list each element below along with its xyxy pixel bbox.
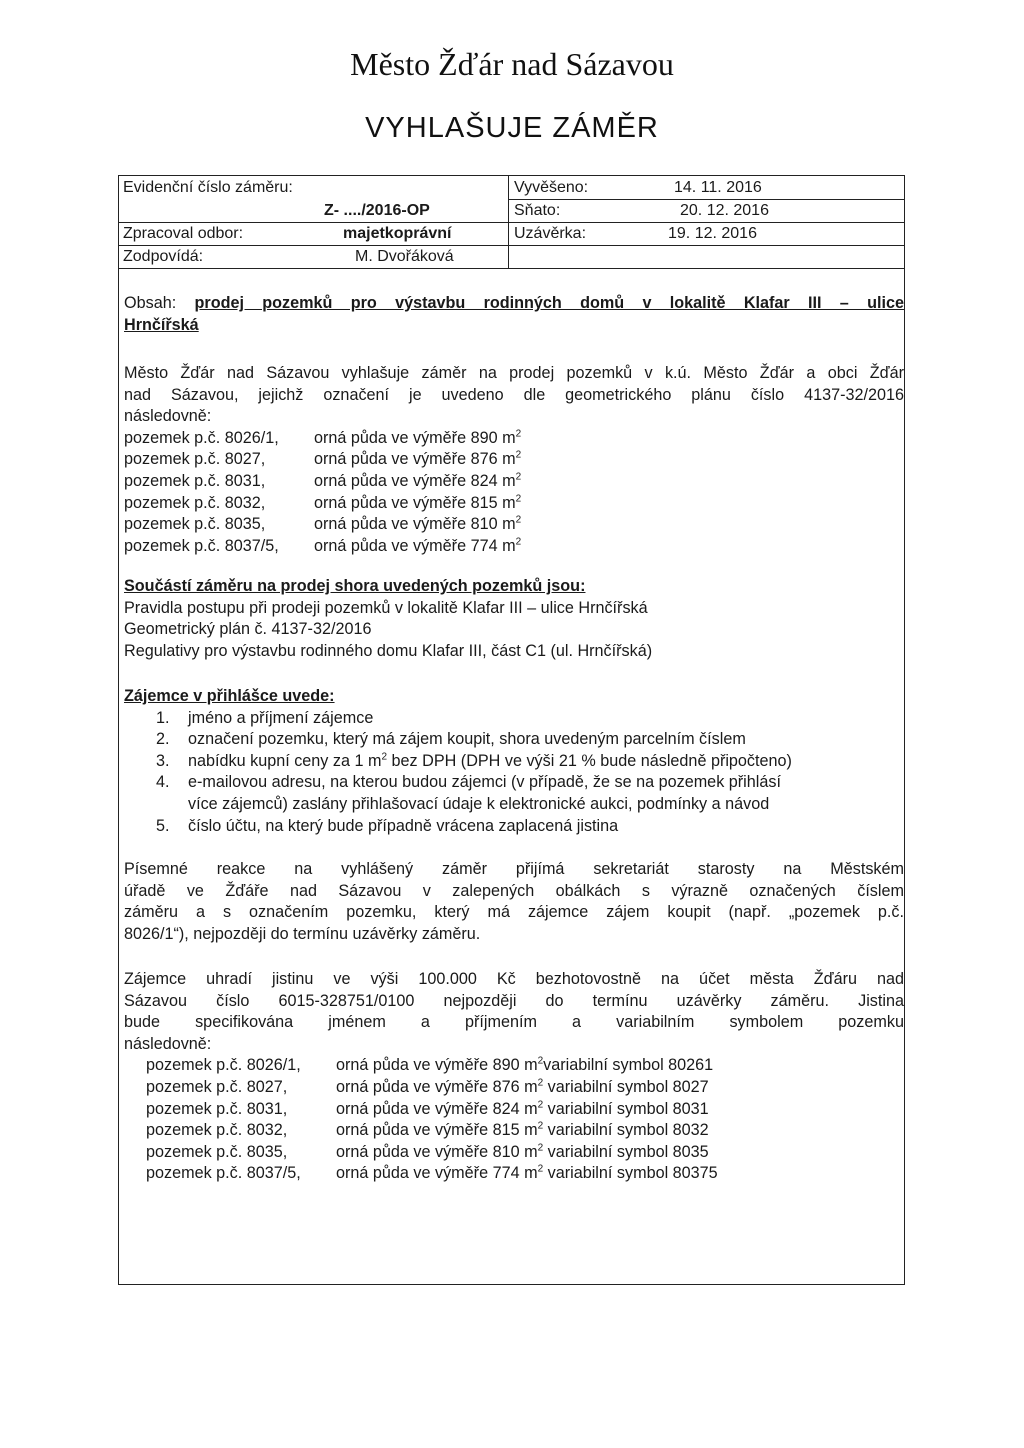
parcel-area: orná půda ve výměře 815 m [336, 1121, 538, 1140]
parcel-row [124, 449, 904, 471]
requirement-number: 5. [156, 816, 170, 835]
written-line: úřadě ve Žďáře nad Sázavou v zalepených obálkách s výrazně označených číslem [124, 881, 904, 900]
parcel-id: pozemek p.č. 8037/5, [146, 1164, 301, 1183]
responsible-label: Zodpovídá: [123, 248, 204, 265]
area-unit-exponent: 2 [537, 1142, 544, 1154]
area-unit-exponent: 2 [537, 1163, 544, 1175]
attachments-heading: Součástí záměru na prodej shora uvedených pozemků jsou: [124, 577, 586, 595]
intro-line: nad Sázavou, jejichž označení je uvedeno dle geometrického plánu číslo 4137-32/2016 [124, 385, 904, 404]
requirement-number: 2. [156, 730, 170, 749]
written-line: záměru a s označením pozemku, který má zájemce zájem koupit (např. „pozemek p.č. [124, 903, 904, 922]
requirement-item [124, 772, 904, 815]
parcel-area: orná půda ve výměře 774 m [314, 536, 516, 555]
deposit-parcel-row [146, 1055, 904, 1077]
parcel-row [124, 428, 904, 450]
parcel-area: orná půda ve výměře 890 m [336, 1056, 538, 1075]
requirement-text [188, 751, 904, 773]
variable-symbol: variabilní symbol 80375 [543, 1164, 718, 1183]
parcel-row [124, 514, 904, 536]
evidence-label: Evidenční číslo záměru: [123, 179, 293, 196]
parcel-area: orná půda ve výměře 774 m [336, 1164, 538, 1183]
deposit-parcel-row [146, 1120, 904, 1142]
variable-symbol: variabilní symbol 8031 [543, 1099, 709, 1118]
area-unit-exponent: 2 [515, 449, 522, 461]
applicant-requirements-list [124, 708, 904, 838]
parcel-id: pozemek p.č. 8027, [146, 1077, 288, 1096]
deposit-parcel-list [124, 1055, 904, 1185]
parcel-row [124, 471, 904, 493]
parcel-area: orná půda ve výměře 876 m [336, 1077, 538, 1096]
document-title: VYHLAŠUJE ZÁMĚR [365, 112, 659, 144]
header-row-divider [508, 199, 904, 200]
parcel-area: orná půda ve výměře 810 m [336, 1142, 538, 1161]
parcel-row [124, 536, 904, 558]
area-unit-exponent: 2 [515, 428, 522, 440]
area-unit-exponent: 2 [515, 493, 522, 505]
variable-symbol: variabilní symbol 8027 [543, 1077, 709, 1096]
department-label: Zpracoval odbor: [123, 225, 244, 242]
written-line: 8026/1“), nejpozději do termínu uzávěrky záměru. [124, 924, 481, 943]
deposit-section [124, 969, 904, 1185]
area-unit-exponent: 2 [537, 1055, 544, 1067]
posted-label: Vyvěšeno: [514, 179, 589, 196]
intro-section [124, 363, 904, 557]
area-unit-exponent: 2 [537, 1120, 544, 1132]
evidence-value: Z- ..../2016-OP [324, 202, 430, 219]
intro-parcel-list [124, 428, 904, 558]
parcel-row [124, 493, 904, 515]
parcel-id: pozemek p.č. 8031, [124, 471, 266, 490]
requirement-text: více zájemců) zaslány přihlašovací údaje k elektronické aukci, podmínky a návod [188, 794, 770, 813]
requirement-text-part: nabídku kupní ceny za 1 m [188, 751, 382, 770]
requirement-number: 4. [156, 773, 170, 792]
parcel-id: pozemek p.č. 8037/5, [124, 536, 279, 555]
applicant-section [124, 686, 904, 837]
written-line: Písemné reakce na vyhlášený záměr přijímá sekretariát starosty na Městském [124, 860, 904, 878]
department-value: majetkoprávní [343, 225, 452, 242]
requirement-item [124, 751, 904, 773]
requirement-text: číslo účtu, na který bude případně vrácena zaplacená jistina [188, 816, 619, 835]
requirement-number: 3. [156, 751, 170, 770]
attachments-section [124, 576, 904, 662]
parcel-id: pozemek p.č. 8027, [124, 450, 266, 469]
subject-text-continued: Hrnčířská [124, 315, 199, 334]
parcel-id: pozemek p.č. 8026/1, [124, 428, 279, 447]
posted-value: 14. 11. 2016 [674, 179, 762, 196]
deadline-label: Uzávěrka: [514, 225, 587, 242]
variable-symbol: variabilní symbol 8035 [543, 1142, 709, 1161]
parcel-id: pozemek p.č. 8031, [146, 1099, 288, 1118]
header-row-divider [119, 268, 904, 269]
deposit-parcel-row [146, 1163, 904, 1185]
removed-label: Sňato: [514, 202, 561, 219]
attachment-item: Regulativy pro výstavbu rodinného domu Klafar III, část C1 (ul. Hrnčířská) [124, 641, 653, 660]
requirement-text: e-mailovou adresu, na kterou budou zájemci (v případě, že se na pozemek přihlásí [188, 773, 781, 792]
attachment-item: Pravidla postupu při prodeji pozemků v lokalitě Klafar III – ulice Hrnčířská [124, 598, 648, 617]
subject-label: Obsah: [124, 294, 177, 312]
responsible-value: M. Dvořáková [355, 248, 454, 265]
requirement-text: jméno a příjmení zájemce [188, 708, 374, 727]
area-unit-exponent: 2 [515, 514, 522, 526]
deposit-line: Zájemce uhradí jistinu ve výši 100.000 Kč bezhotovostně na účet města Žďáru nad [124, 970, 904, 988]
deposit-parcel-row [146, 1077, 904, 1099]
area-unit-exponent: 2 [537, 1099, 544, 1111]
parcel-id: pozemek p.č. 8035, [124, 515, 266, 534]
requirement-item [124, 708, 904, 730]
requirement-item [124, 729, 904, 751]
parcel-area: orná půda ve výměře 810 m [314, 515, 516, 534]
parcel-id: pozemek p.č. 8026/1, [146, 1056, 301, 1075]
requirement-text: označení pozemku, který má zájem koupit, shora uvedeným parcelním číslem [188, 730, 746, 749]
written-reactions-section [124, 859, 904, 945]
intro-line: Město Žďár nad Sázavou vyhlašuje záměr na prodej pozemků v k.ú. Město Žďár a obci Žďár [124, 364, 904, 382]
subject-section [124, 293, 904, 336]
attachment-item: Geometrický plán č. 4137-32/2016 [124, 620, 372, 639]
area-unit-exponent: 2 [515, 471, 522, 483]
deposit-line: následovně: [124, 1034, 212, 1053]
city-title: Město Žďár nad Sázavou [350, 46, 674, 82]
deposit-parcel-row [146, 1142, 904, 1164]
subject-text: prodej pozemků pro výstavbu rodinných domů v lokalitě Klafar III – ulice [194, 294, 904, 312]
area-unit-exponent: 2 [515, 536, 522, 548]
parcel-area: orná půda ve výměře 824 m [336, 1099, 538, 1118]
parcel-id: pozemek p.č. 8032, [124, 493, 266, 512]
requirement-number: 1. [156, 708, 170, 727]
parcel-id: pozemek p.č. 8035, [146, 1142, 288, 1161]
variable-symbol: variabilní symbol 80261 [543, 1056, 714, 1075]
applicant-heading: Zájemce v přihlášce uvede: [124, 687, 335, 705]
parcel-area: orná půda ve výměře 876 m [314, 450, 516, 469]
header-column-divider [508, 176, 509, 268]
removed-value: 20. 12. 2016 [680, 202, 769, 219]
deposit-parcel-row [146, 1099, 904, 1121]
variable-symbol: variabilní symbol 8032 [543, 1121, 709, 1140]
header-table [119, 176, 904, 268]
header-row-divider [119, 222, 904, 223]
parcel-id: pozemek p.č. 8032, [146, 1121, 288, 1140]
document-frame [118, 175, 905, 1285]
area-unit-exponent: 2 [537, 1077, 544, 1089]
parcel-area: orná půda ve výměře 815 m [314, 493, 516, 512]
deposit-line: bude specifikována jménem a příjmením a variabilním symbolem pozemku [124, 1013, 904, 1032]
header-row-divider [119, 245, 904, 246]
deposit-line: Sázavou číslo 6015-328751/0100 nejpozději do termínu uzávěrky záměru. Jistina [124, 991, 904, 1010]
requirement-text-part: bez DPH (DPH ve výši 21 % bude následně připočteno) [387, 751, 792, 770]
intro-line: následovně: [124, 407, 212, 426]
requirement-item [124, 816, 904, 838]
deadline-value: 19. 12. 2016 [668, 225, 757, 242]
area-unit-exponent: 2 [381, 751, 388, 763]
parcel-area: orná půda ve výměře 824 m [314, 471, 516, 490]
parcel-area: orná půda ve výměře 890 m [314, 428, 516, 447]
